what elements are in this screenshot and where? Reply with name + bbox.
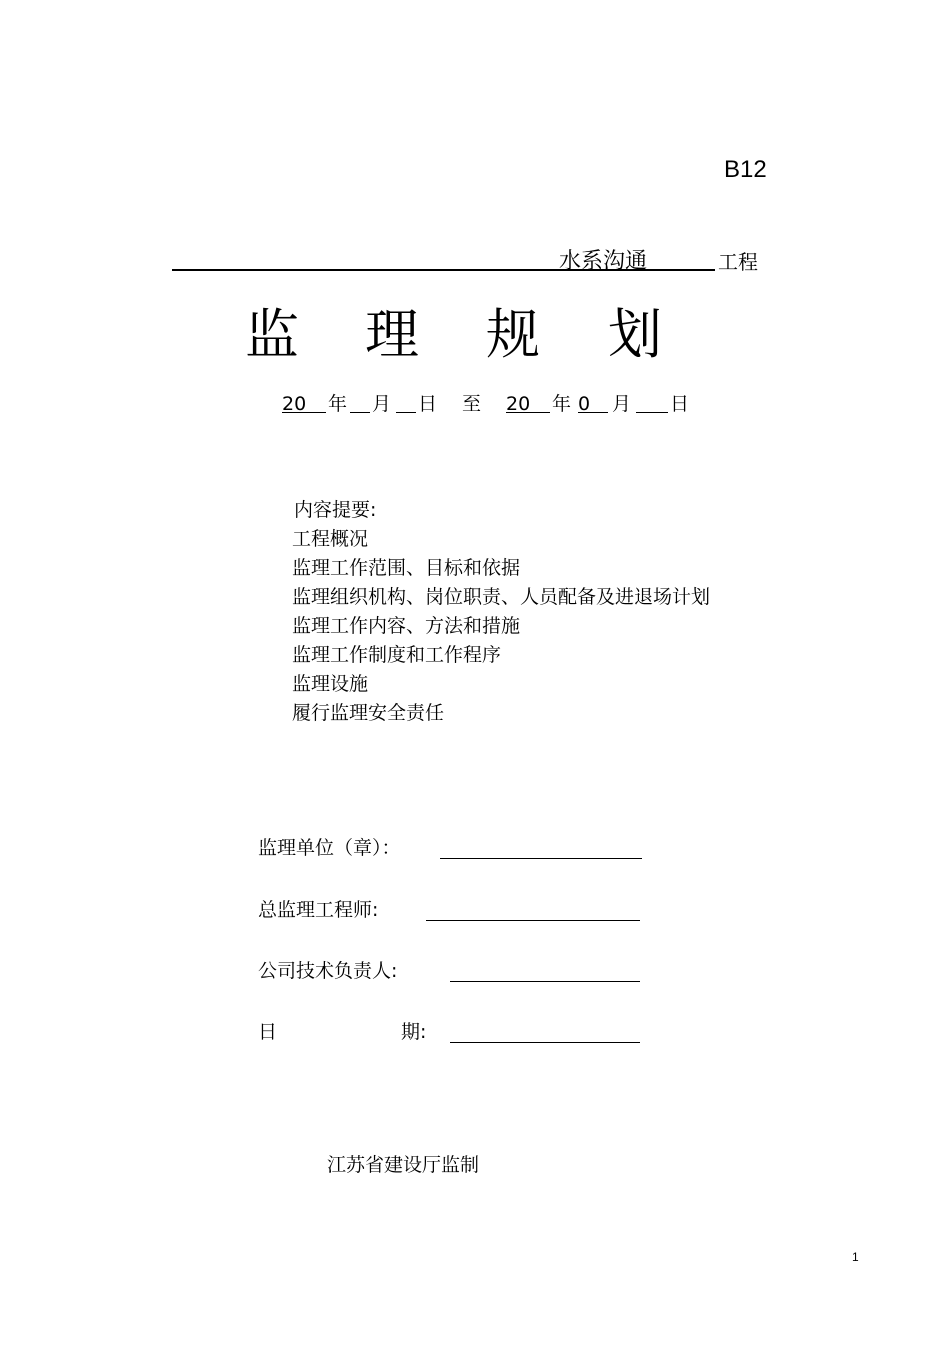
contents-item: 工程概况 [292,528,369,550]
end-day-char: 日 [670,393,690,415]
issuer: 江苏省建设厅监制 [327,1154,480,1176]
signature-unit-label: 监理单位（章）： [258,837,401,859]
start-month-blank [350,390,370,413]
signature-unit-row [258,834,648,864]
signature-chief-line [426,920,640,921]
contents-item: 监理工作内容、方法和措施 [292,615,521,637]
form-code: B12 [724,156,767,183]
signature-date-label-day: 日 [258,1021,278,1043]
title-char-1: 监 [245,303,299,366]
to-char: 至 [462,393,482,415]
start-year: 20 [282,390,326,413]
document-title [230,300,680,370]
start-day-char: 日 [418,393,438,415]
project-name-line [172,244,762,274]
contents-heading: 内容提要: [294,499,377,521]
signature-date-line [450,1042,640,1043]
title-char-3: 规 [486,303,540,366]
end-month: 0 [578,390,608,413]
signature-tech-label: 公司技术负责人: [258,960,398,982]
end-year-char: 年 [552,393,572,415]
contents-summary [292,496,710,728]
start-year-char: 年 [328,393,348,415]
contents-item: 履行监理安全责任 [292,702,445,724]
signature-chief-row [258,896,648,926]
title-char-4: 划 [608,303,662,366]
project-name: 水系沟通 [559,249,648,274]
start-month-char: 月 [372,393,392,415]
signature-tech-line [450,981,640,982]
signature-chief-label: 总监理工程师: [258,899,379,921]
project-suffix: 工程 [718,250,758,274]
signature-date-row [258,1018,648,1048]
signature-unit-line [440,858,642,859]
contents-item: 监理组织机构、岗位职责、人员配备及进退场计划 [292,586,711,608]
end-month-char: 月 [612,393,632,415]
page-number: 1 [852,1250,859,1264]
contents-item: 监理工作制度和工作程序 [292,644,502,666]
end-day-blank [636,390,668,413]
contents-item: 监理设施 [292,673,369,695]
signature-tech-row [258,957,648,987]
signature-date-label-period: 期: [401,1021,427,1043]
contents-item: 监理工作范围、目标和依据 [292,557,521,579]
title-char-2: 理 [365,303,419,366]
end-year: 20 [506,390,550,413]
start-day-blank [396,390,416,413]
